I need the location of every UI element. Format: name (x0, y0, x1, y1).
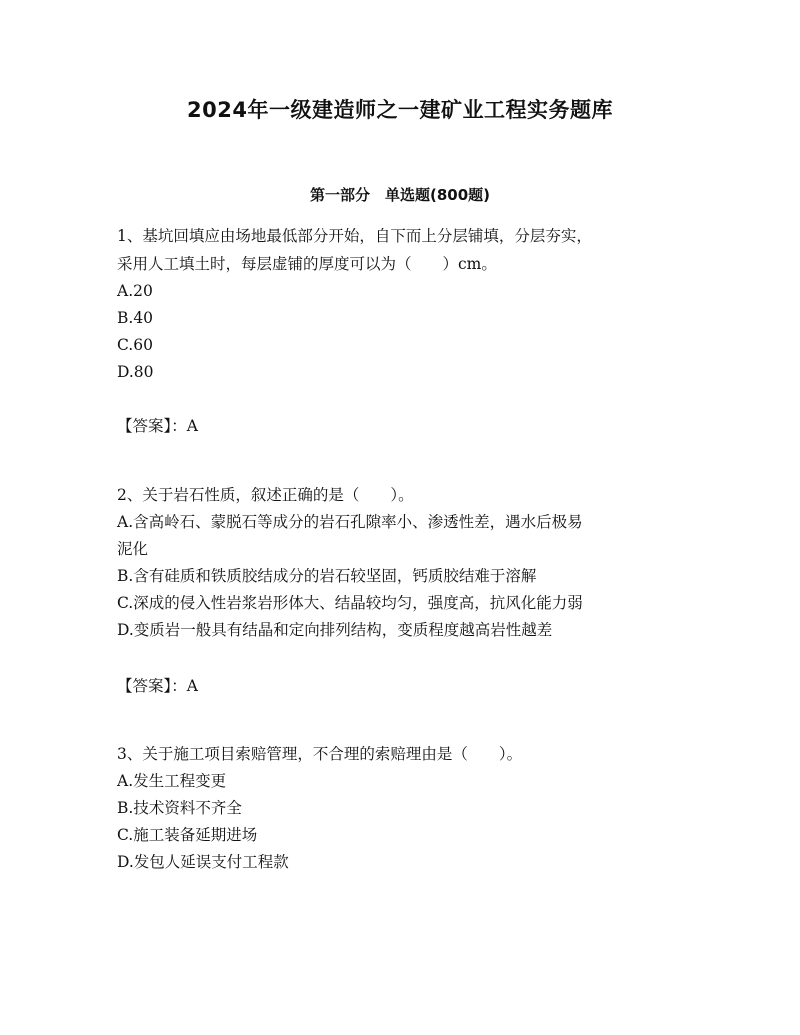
section-heading: 第一部分 单选题(800题) (309, 186, 491, 204)
question-2-answer: 【答案】：A (117, 677, 198, 695)
question-1-option-b: B.40 (117, 309, 154, 327)
question-1-option-d: D.80 (117, 363, 154, 381)
question-1-stem-line1: 1、基坑回填应由场地最低部分开始，自下而上分层铺填，分层夯实， (117, 227, 592, 245)
question-3-option-a: A.发生工程变更 (117, 772, 227, 790)
question-3-option-b: B.技术资料不齐全 (117, 799, 242, 817)
question-3-option-c: C.施工装备延期进场 (117, 826, 258, 844)
question-2-stem-line1: 2、关于岩石性质，叙述正确的是（ ）。 (117, 486, 414, 504)
question-2-option-d: D.变质岩一般具有结晶和定向排列结构，变质程度越高岩性越差 (117, 621, 553, 639)
question-2-option-c: C.深成的侵入性岩浆岩形体大、结晶较均匀，强度高，抗风化能力弱 (117, 594, 583, 612)
question-3-stem-line1: 3、关于施工项目索赔管理，不合理的索赔理由是（ ）。 (117, 745, 523, 763)
question-2-option-b: B.含有硅质和铁质胶结成分的岩石较坚固，钙质胶结难于溶解 (117, 567, 537, 585)
question-1-option-a: A.20 (117, 282, 153, 300)
question-1-stem-line2: 采用人工填土时，每层虚铺的厚度可以为（ ）cm。 (117, 255, 497, 273)
question-3-option-d: D.发包人延误支付工程款 (117, 853, 289, 871)
question-1-answer: 【答案】：A (117, 417, 198, 435)
question-1-option-c: C.60 (117, 336, 153, 354)
question-2-option-a-continued: 泥化 (117, 540, 149, 558)
document-title: 2024年一级建造师之一建矿业工程实务题库 (187, 98, 613, 122)
question-2-option-a: A.含高岭石、蒙脱石等成分的岩石孔隙率小、渗透性差，遇水后极易 (117, 513, 583, 531)
